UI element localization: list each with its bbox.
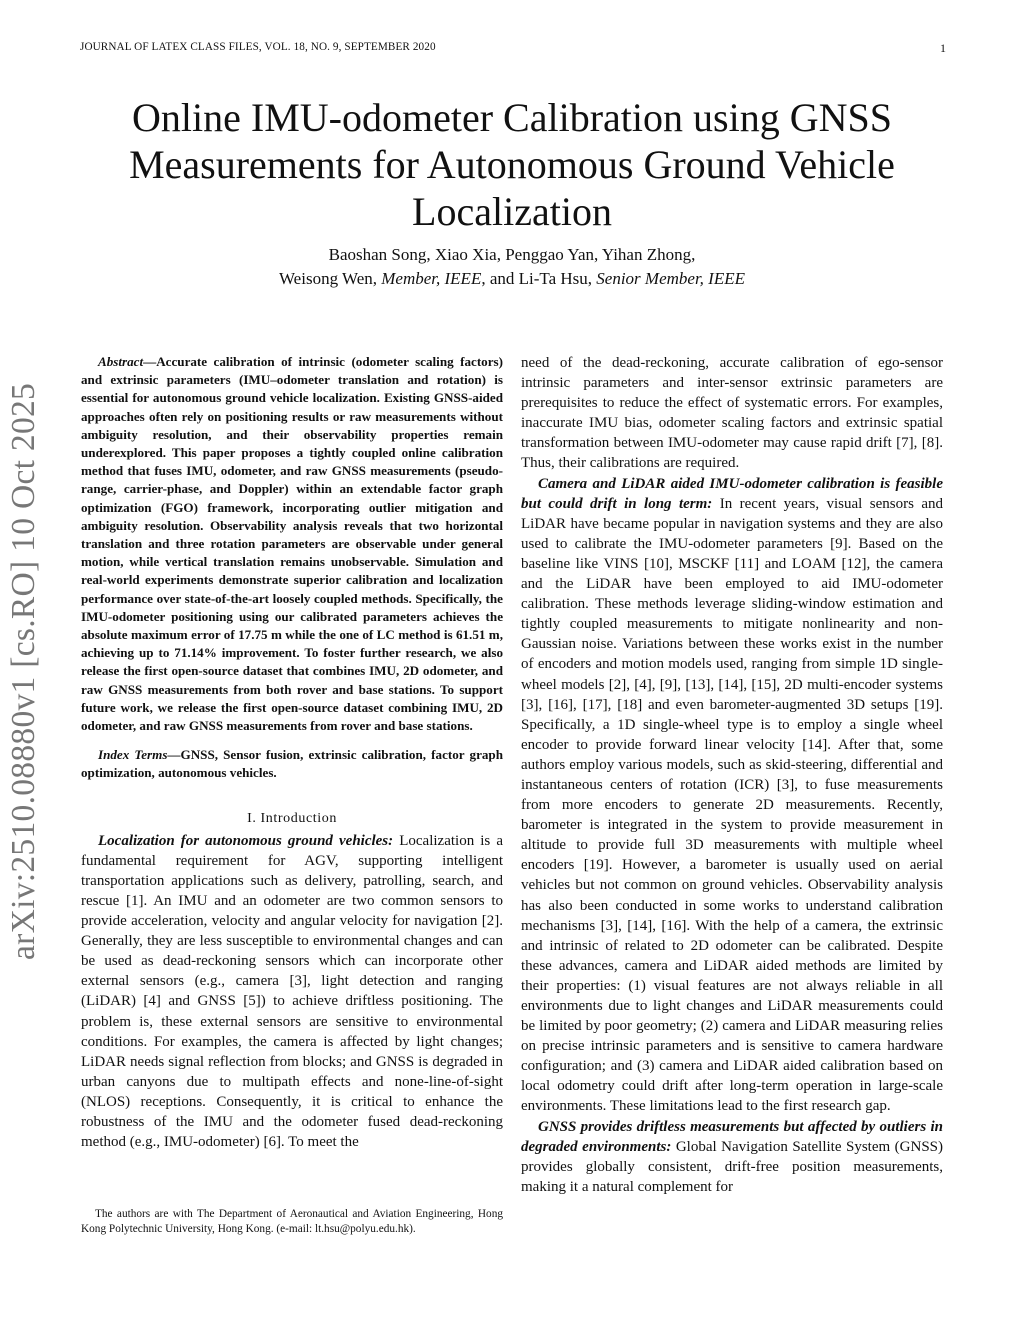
index-terms bbox=[81, 746, 503, 782]
authors-line-2 bbox=[80, 267, 944, 291]
section-heading: I. Introduction bbox=[247, 810, 337, 826]
paper-title: Online IMU-odometer Calibration using GNSS Measurements for Autonomous Ground Vehicle Localization bbox=[129, 95, 895, 234]
authors-line-1: Baoshan Song, Xiao Xia, Penggao Yan, Yihan Zhong, bbox=[328, 245, 696, 264]
body-paragraph bbox=[521, 474, 943, 1117]
running-header: JOURNAL OF LATEX CLASS FILES, VOL. 18, NO. 9, SEPTEMBER 2020 bbox=[80, 41, 436, 53]
body-paragraph bbox=[521, 1117, 943, 1197]
paragraph-lead: Camera and LiDAR aided IMU-odometer calibration is feasible but could drift in long term: bbox=[521, 475, 943, 512]
author-list bbox=[80, 243, 944, 291]
paragraph-text: Localization is a fundamental requirement for AGV, supporting intelligent transportation applications such as delivery, patrolling, search, and rescue [1]. An IMU and an odometer are two common sensors to provide acceleration, velocity and angular velocity for navigation [2]. Generally, they are less susceptible to environmental changes and can be used as dead-reckoning sensors which can incorporate other external sensors (e.g., camera [3], light detection and ranging (LiDAR) [4] and GNSS [5]) to achieve driftless positioning. The problem is, these external sensors are sensitive to environmental conditions. For examples, the camera is affected by light changes; LiDAR needs signal reflection from blocks; and GNSS is degraded in urban canyons due to multipath effects and none-line-of-sight (NLOS) receptions. Consequently, it is critical to enhance the robustness of the IMU and the odometer fused dead-reckoning method (e.g., IMU-odometer) [6]. To meet the bbox=[81, 832, 503, 1151]
abstract-text: —Accurate calibration of intrinsic (odometer scaling factors) and extrinsic parameters (IMU–odometer translation and rotation) is essential for autonomous ground vehicle localization. Existing GNSS-aided approaches often rely on positioning results or raw measurements without ambiguity resolution, and their observability properties remain underexplored. This paper proposes a tightly coupled online calibration method that fuses IMU, odometer, and raw GNSS measurements (pseudo-range, carrier-phase, and Doppler) within an extendable factor graph optimization (FGO) framework, incorporating outlier mitigation and ambiguity resolution. Observability analysis reveals that two horizontal translation and three rotation parameters are observable under general motion, while vertical translation remains unobservable. Simulation and real-world experiments demonstrate superior calibration and localization performance over state-of-the-art loosely coupled methods. Specifically, the IMU-odometer positioning using our calibrated parameters achieves the absolute maximum error of 17.75 m while the one of LC method is 61.51 m, achieving up to 71.14% improvement. To foster further research, we also release the first open-source dataset that combines IMU, 2D odometer, and raw GNSS measurements from both rover and base stations. To support future work, we release the first open-source dataset combining IMU, 2D odometer, and raw GNSS measurements from rover and base stations. bbox=[81, 354, 503, 734]
author-name: , and Li-Ta Hsu, bbox=[481, 269, 593, 288]
author-membership: Senior Member, IEEE bbox=[596, 269, 745, 288]
abstract-label: Abstract bbox=[98, 354, 144, 369]
paragraph-lead: GNSS provides driftless measurements but affected by outliers in degraded environments: bbox=[521, 1118, 943, 1155]
author-name: Weisong Wen, bbox=[279, 269, 377, 288]
index-terms-label: Index Terms bbox=[98, 747, 168, 763]
author-footnote: The authors are with The Department of Aeronautical and Aviation Engineering, Hong Kong Polytechnic University, Hong Kong. (e-mail: lt.hsu@polyu.edu.hk). bbox=[81, 1208, 503, 1236]
arxiv-identifier: arXiv:2510.08880v1 [cs.RO] 10 Oct 2025 bbox=[5, 382, 42, 960]
paragraph-lead: Localization for autonomous ground vehicles: bbox=[98, 832, 394, 849]
intro-paragraph bbox=[81, 831, 503, 1153]
right-column bbox=[521, 353, 943, 1197]
left-column bbox=[81, 353, 503, 1152]
paragraph-text: In recent years, visual sensors and LiDAR have became popular in navigation systems and they are also used to calibrate the IMU-odometer parameters [9]. Based on the baseline like VINS [10], MSCKF [11] and LOAM [12], the camera and the LiDAR have been employed to aid IMU-odometer calibration. These methods leverage sliding-window estimation and tightly coupled measurements to mitigate nonlinearity and non-Gaussian noise. Variations between these works exist in the number of encoders and motion models used, ranging from simple 1D single-wheel models [2], [4], [9], [13], [14], [15], 2D multi-encoder systems [3], [16], [17], [18] and even barometer-augmented 3D setups [19]. Specifically, a 1D single-wheel type is to employ a single wheel encoder to provide forward linear velocity [14]. After that, some authors employ various models, such as skid-steering, differential and instantaneous centers of rotation (ICR) [3], to fuse measurements from more encoders to generate 2D measurements. Recently, barometer is integrated in the system to provide measurement in altitude to provide full 3D measurements with multiple wheel encoders [19]. However, a barometer is usually used on aerial vehicles but not common on ground vehicles. Observability analysis has also been conducted in some works to understand calibration mechanisms [3], [14], [16]. With the help of a camera, the extrinsic and intrinsic of related to 2D odometer can be calibrated. Despite these advances, camera and LiDAR aided methods are limited by their properties: (1) visual features are not always reliable in all environments due to light changes and LiDAR measurements could be limited by poor geometry; (2) camera and LiDAR measuring relies on precise intrinsic parameters and is sensitive to camera hardware configuration; and (3) camera and LiDAR aided calibration based on local odometry could drift after long-term operation in large-scale environments. These limitations lead to the first research gap. bbox=[521, 495, 943, 1115]
paragraph-text: Global Navigation Satellite System (GNSS) provides globally consistent, drift-free position measurements, making it a natural complement for bbox=[521, 1138, 944, 1195]
abstract bbox=[81, 353, 503, 735]
index-terms-text: —GNSS, Sensor fusion, extrinsic calibration, factor graph optimization, autonomous vehicles. bbox=[81, 747, 503, 781]
author-membership: Member, IEEE bbox=[381, 269, 482, 288]
body-paragraph: need of the dead-reckoning, accurate calibration of ego-sensor intrinsic parameters and inter-sensor extrinsic parameters are prerequisites to reduce the effect of systematic errors. For examples, inaccurate IMU bias, odometer scaling factors and extrinsic spatial transformation between IMU-odometer may cause rapid drift [7], [8]. Thus, their calibrations are required. bbox=[521, 355, 943, 472]
page-number: 1 bbox=[940, 41, 946, 55]
